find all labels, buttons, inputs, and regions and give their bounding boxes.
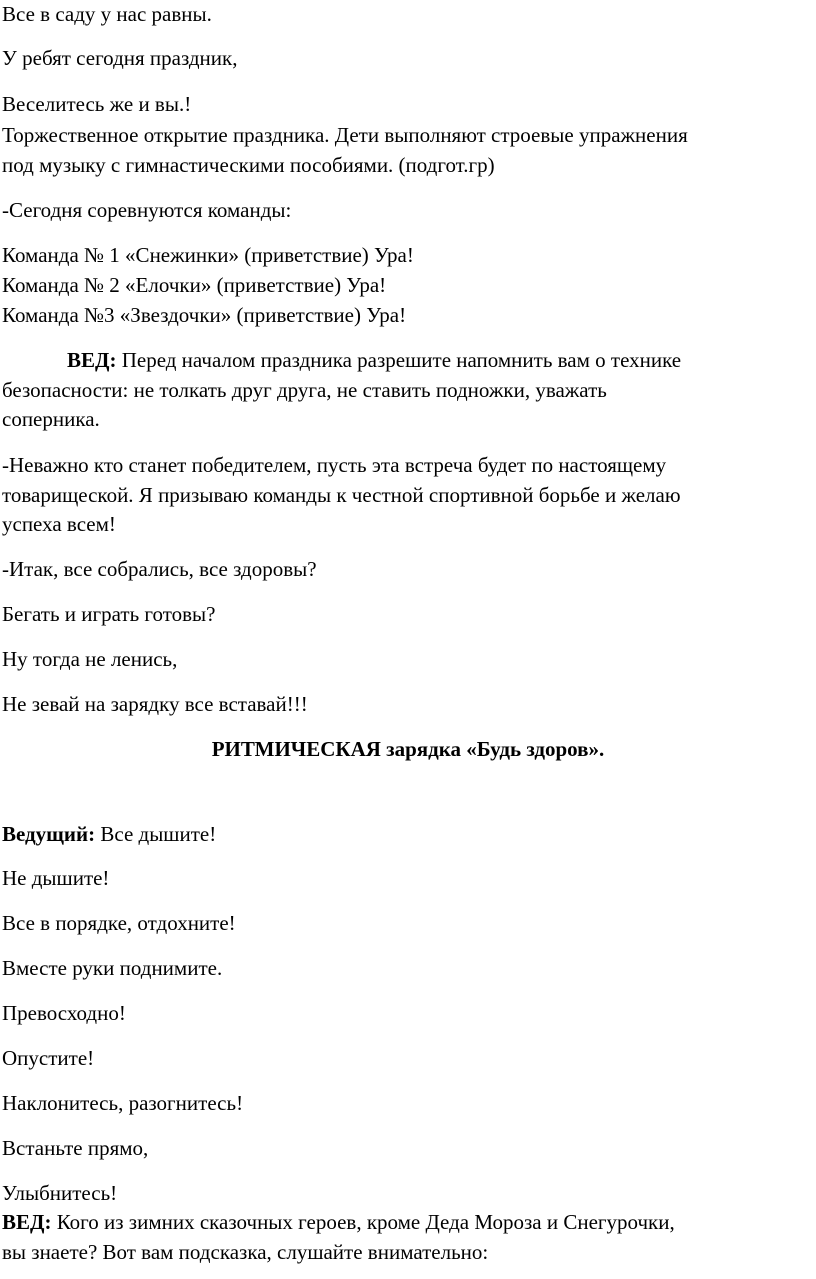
text-line: Все в саду у нас равны. [2, 2, 212, 26]
speaker-label: ВЕД: [2, 1210, 52, 1234]
text-line: Не зевай на зарядку все вставай!!! [2, 692, 308, 716]
text-line [2, 820, 216, 848]
text-line: Все в порядке, отдохните! [2, 911, 236, 935]
team-line: Команда № 1 «Снежинки» (приветствие) Ура! [2, 243, 414, 267]
speaker-text: Перед началом праздника разрешите напомнить вам о технике [116, 348, 682, 372]
text-line: Улыбнитесь! [2, 1181, 118, 1205]
text-line: -Итак, все собрались, все здоровы? [2, 557, 317, 581]
text-line: вы знаете? Вот вам подсказка, слушайте внимательно: [2, 1240, 489, 1264]
text-line: Ну тогда не ленись, [2, 647, 178, 671]
text-line: Превосходно! [2, 1001, 126, 1025]
team-line: Команда № 2 «Елочки» (приветствие) Ура! [2, 273, 387, 297]
text-line: Не дышите! [2, 866, 110, 890]
text-line: Бегать и играть готовы? [2, 602, 216, 626]
text-line: товарищеской. Я призываю команды к честной спортивной борьбе и желаю [2, 483, 681, 507]
text-line: -Неважно кто станет победителем, пусть эта встреча будет по настоящему [2, 453, 667, 477]
speaker-label: ВЕД: [67, 348, 117, 372]
text-line: Наклонитесь, разогнитесь! [2, 1091, 244, 1115]
speaker-label: Ведущий: [2, 822, 96, 846]
text-line: Опустите! [2, 1046, 95, 1070]
text-line [2, 1208, 675, 1236]
text-line: Вместе руки поднимите. [2, 956, 223, 980]
text-line: успеха всем! [2, 512, 116, 536]
text-line: соперника. [2, 407, 100, 431]
speaker-text: Кого из зимних сказочных героев, кроме Деда Мороза и Снегурочки, [51, 1210, 675, 1234]
speaker-text: Все дышите! [95, 822, 217, 846]
text-line: Веселитесь же и вы.! [2, 92, 192, 116]
text-line: -Сегодня соревнуются команды: [2, 198, 292, 222]
text-line: под музыку с гимнастическими пособиями. (подгот.гр) [2, 153, 495, 177]
text-line [67, 346, 681, 374]
text-line: У ребят сегодня праздник, [2, 46, 238, 70]
team-line: Команда №3 «Звездочки» (приветствие) Ура! [2, 303, 407, 327]
text-line: Торжественное открытие праздника. Дети выполняют строевые упражнения [2, 123, 688, 147]
text-line: безопасности: не толкать друг друга, не ставить подножки, уважать [2, 378, 607, 402]
section-heading: РИТМИЧЕСКАЯ зарядка «Будь здоров». [211, 737, 605, 761]
text-line: Встаньте прямо, [2, 1136, 149, 1160]
